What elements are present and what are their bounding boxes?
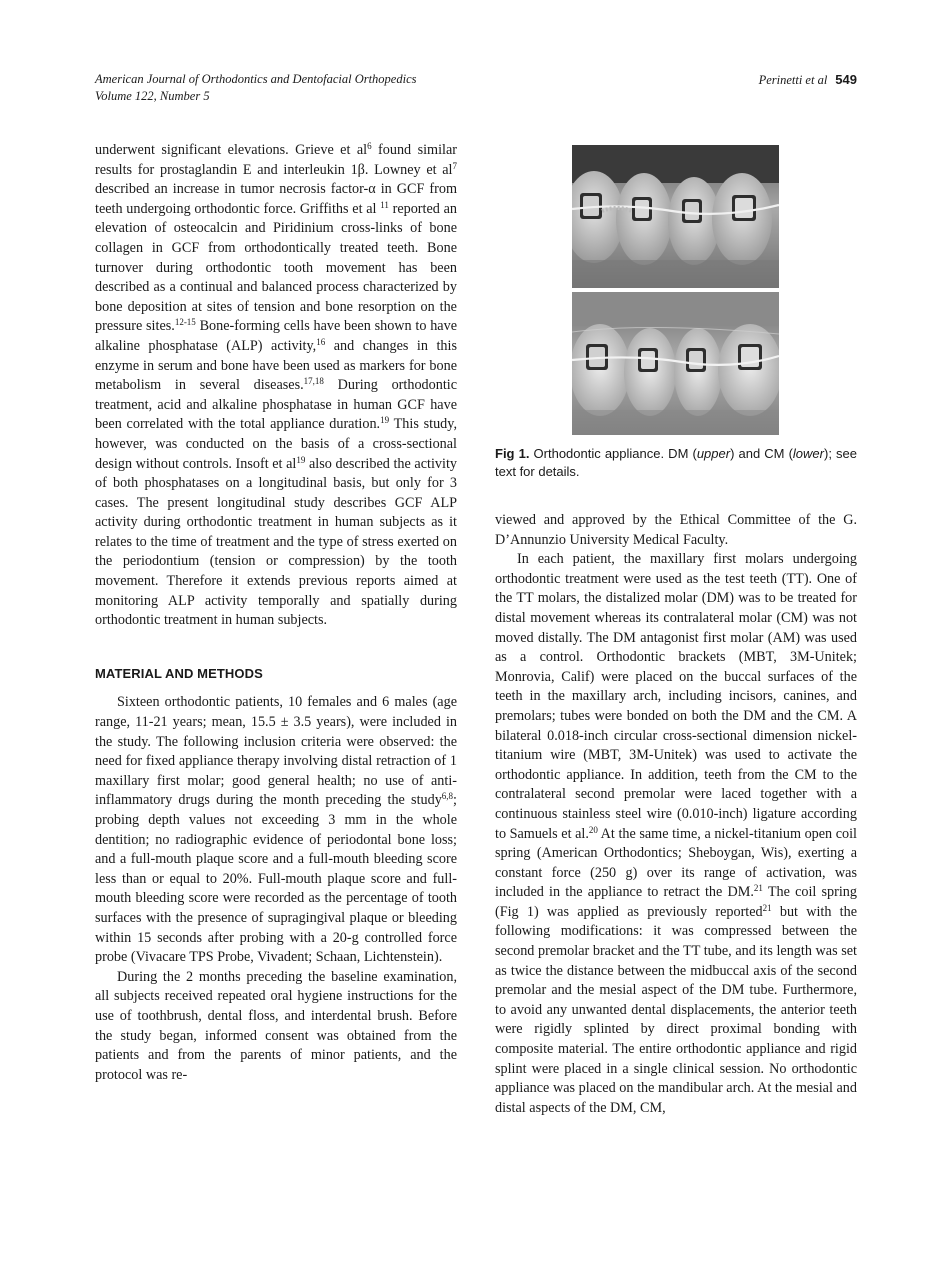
paragraph-patients: Sixteen orthodontic patients, 10 females and 6 males (age range, 11-21 years; mean, 15.5 ± 3.5 years), were included in the study. The following inclusion criteria were observed: the need for fixed appliance therapy involving distal retraction of 1 maxillary first molar; good general health; no use of anti-inflammatory drugs during the month preceding the study$^{6,8}$; probing depth values not exceeding 3 mm in the whole dentition; no radiographic evidence of periodontal bone loss; and a full-mouth plaque score and a full-mouth bleeding score less than or equal to 20%. Full-mouth plaque score and full-mouth bleeding score were recorded as the percentage of tooth surfaces with the presence of supragingival plaque or bleeding within 15 seconds after probing with a 20-g controlled force probe (Vivacare TPS Probe, Vivadent; Schaan, Lichtenstein). xyxy=(95,694,457,966)
running-header-right xyxy=(759,71,857,89)
journal-volume: Volume 122, Number 5 xyxy=(95,89,210,103)
paragraph-appliance: In each patient, the maxillary first molars undergoing orthodontic treatment were used as the test teeth (TT). One of the TT molars, the distalized molar (DM) was to be treated for distal movement whereas its contralateral molar (CM) was not moved distally. The DM antagonist first molar (AM) was used as a control. Orthodontic brackets (MBT, 3M-Unitek; Monrovia, Calif) were placed on the buccal surfaces of the teeth in the maxillary arch, including incisors, canines, and premolars; tubes were bonded on both the DM and the CM. A bilateral 0.018-inch circular cross-sectional dimension nickel-titanium wire (MBT, 3M-Unitek) was used to activate the orthodontic appliance. In addition, teeth from the CM to the contralateral second premolar were laced together with a continuous stainless steel wire (0.010-inch) ligature according to Samuels et al.$^{20}$ At the same time, a nickel-titanium open coil spring (American Orthodontics; Sheboygan, Wis), exerting a constant force (250 g) over its range of activation, was included in the appliance to retract the DM.$^{21}$ The coil spring (Fig 1) was applied as previously reported$^{21}$ but with the following modifications: it was compressed between the second premolar bracket and the TT tube, and its length was set as twice the distance between the midbuccal axis of the second premolar and the mesial aspect of the DM tube. Furthermore, to avoid any unwanted dental displacements, the anterior teeth were rigidly splinted by direct proximal bonding with composite material. The entire orthodontic appliance and rigid splint were placed in a single clinical session. No orthodontic appliance was placed on the mandibular arch. At the mesial and distal aspects of the DM, CM, xyxy=(495,551,858,1116)
running-header-journal xyxy=(95,71,417,105)
page-number: 549 xyxy=(835,72,857,87)
section-heading-methods: MATERIAL AND METHODS xyxy=(95,665,263,681)
paragraph-intro: underwent significant elevations. Grieve et $al^6$ found similar results for prostaglandin E and interleukin 1β. Lowney et $al^7$ described an increase in tumor necrosis factor-α in GCF from teeth undergoing orthodontic force. Griffiths et al $^{11}$ reported an elevation of osteocalcin and Piridinium cross-links of bone collagen in GCF from orthodontically treated teeth. Bone turnover during orthodontic tooth movement has been described as a continual and balanced process characterized by bone deposition at sites of tension and bone resorption on the pressure sites.$^{12-15}$ Bone-forming cells have been shown to have alkaline phosphatase (ALP) activity,$^{16}$ and changes in this enzyme in serum and bone have been used as markers for bone metabolism in several diseases.$^{17,18}$ During orthodontic treatment, acid and alkaline phosphatase in human GCF have been correlated with the total appliance duration.$^{19}$ This study, however, was conducted on the basis of a cross-sectional design without controls. Insoft et $al^{19}$ also described the activity of both phosphatases on a longitudinal basis, but only for 3 cases. The present longitudinal study describes GCF ALP activity during orthodontic treatment in human subjects as it relates to the time of treatment and the type of stress exerted on the periodontium (tension or compression) by the tooth movement. Therefore it extends previous reports aimed at monitoring ALP activity temporally and spatially during orthodontic treatment in human subjects. xyxy=(95,141,457,629)
paragraph-ethics: viewed and approved by the Ethical Committee of the G. D’Annunzio University Medical Faculty. xyxy=(495,512,857,548)
photo-lower-cm xyxy=(572,292,779,435)
right-column xyxy=(495,511,857,1118)
left-column xyxy=(95,141,457,1085)
running-header-authors: Perinetti et al xyxy=(758,73,828,87)
photo-upper-dm xyxy=(572,145,779,288)
figure-caption: Fig 1. Orthodontic appliance. DM (upper) and CM (lower); see text for details. xyxy=(495,446,857,479)
figure-label: Fig 1. xyxy=(495,446,530,461)
paragraph-hygiene: During the 2 months preceding the baseline examination, all subjects received repeated oral hygiene instructions for the use of toothbrush, dental floss, and interdental brush. Before the study began, informed consent was obtained from the patients and from the parents of minor patients, and the protocol was re- xyxy=(95,968,457,1083)
figure-1 xyxy=(572,145,779,435)
journal-title: American Journal of Orthodontics and Dentofacial Orthopedics xyxy=(95,72,417,86)
